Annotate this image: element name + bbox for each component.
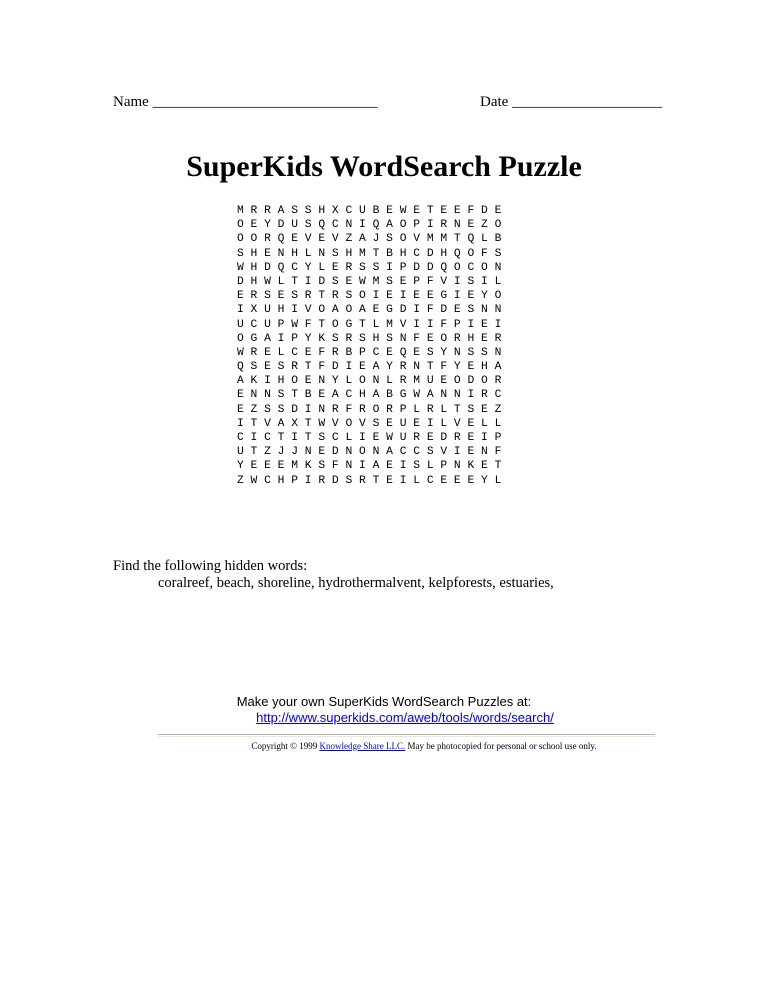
grid-row: C I C T I T S C L I E W U R E D R E I P bbox=[237, 432, 502, 444]
grid-row: I X U H I V O A O A E G D I F D E S N N bbox=[237, 304, 502, 317]
hidden-word-list: coralreef, beach, shoreline, hydrothermalvent, kelpforests, estuaries, bbox=[158, 575, 554, 591]
grid-row: O G A I P Y K S R S H S N F E O R H E R bbox=[237, 332, 502, 345]
promo-text: Make your own SuperKids WordSearch Puzzles at: bbox=[236, 694, 532, 709]
grid-row: W R E L C E F R B P C E Q E S Y N S S N bbox=[237, 346, 502, 359]
puzzle-title: SuperKids WordSearch Puzzle bbox=[186, 150, 582, 183]
name-field-line: Name ______________________________ bbox=[113, 94, 378, 110]
divider bbox=[158, 734, 655, 737]
grid-row: U T Z J J N E D N O N A C C S V I E N F bbox=[237, 446, 502, 459]
grid-row: W H D Q C Y L E R S S I P D D Q O C O N bbox=[237, 261, 502, 274]
grid-row: D H W L T I D S E W M S E P F V I S I L bbox=[237, 275, 502, 288]
grid-row: Y E E E M K S F N I A E I S L P N K E T bbox=[237, 460, 502, 473]
grid-row: E N N S T B E A C H A B G W A N N I R C bbox=[237, 389, 502, 402]
grid-row: E R S E S R T R S O I E I E E G I E Y O bbox=[237, 290, 502, 303]
date-field-line: Date ____________________ bbox=[480, 94, 663, 110]
grid-row: E Z S S D I N R F R O R P L R L T S E Z bbox=[237, 403, 502, 416]
grid-row: Q S E S R T F D I E A Y R N T F Y E H A bbox=[237, 361, 502, 374]
instructions-label: Find the following hidden words: bbox=[113, 558, 308, 574]
grid-row: M R R A S S H X C U B E W E T E E F D E bbox=[237, 205, 502, 217]
grid-row: I T V A X T W V O V S E U E I L V E L L bbox=[237, 417, 502, 430]
copyright-notice bbox=[40, 741, 768, 751]
grid-row: O O R Q E V E V Z A J S O V M M T Q L B bbox=[237, 233, 502, 246]
promo-block bbox=[0, 694, 768, 726]
grid-row: O E Y D U S Q C N I Q A O P I R N E Z O bbox=[237, 219, 502, 232]
letter-grid bbox=[237, 204, 501, 488]
copyright-suffix: May be photocopied for personal or school use only. bbox=[405, 741, 597, 751]
knowledge-share-link[interactable]: Knowledge Share LLC. bbox=[319, 741, 406, 751]
grid-row: U C U P W F T O G T L M V I I F P I E I bbox=[237, 318, 502, 331]
grid-row: S H E N H L N S H M T B H C D H Q O F S bbox=[237, 247, 502, 260]
superkids-link[interactable]: http://www.superkids.com/aweb/tools/words/search/ bbox=[256, 710, 554, 725]
copyright-prefix: Copyright © 1999 bbox=[251, 741, 320, 751]
grid-row: A K I H O E N Y L O N L R M U E O D O R bbox=[237, 375, 502, 388]
grid-row: Z W C H P I R D S R T E I L C E E E Y L bbox=[237, 474, 502, 487]
